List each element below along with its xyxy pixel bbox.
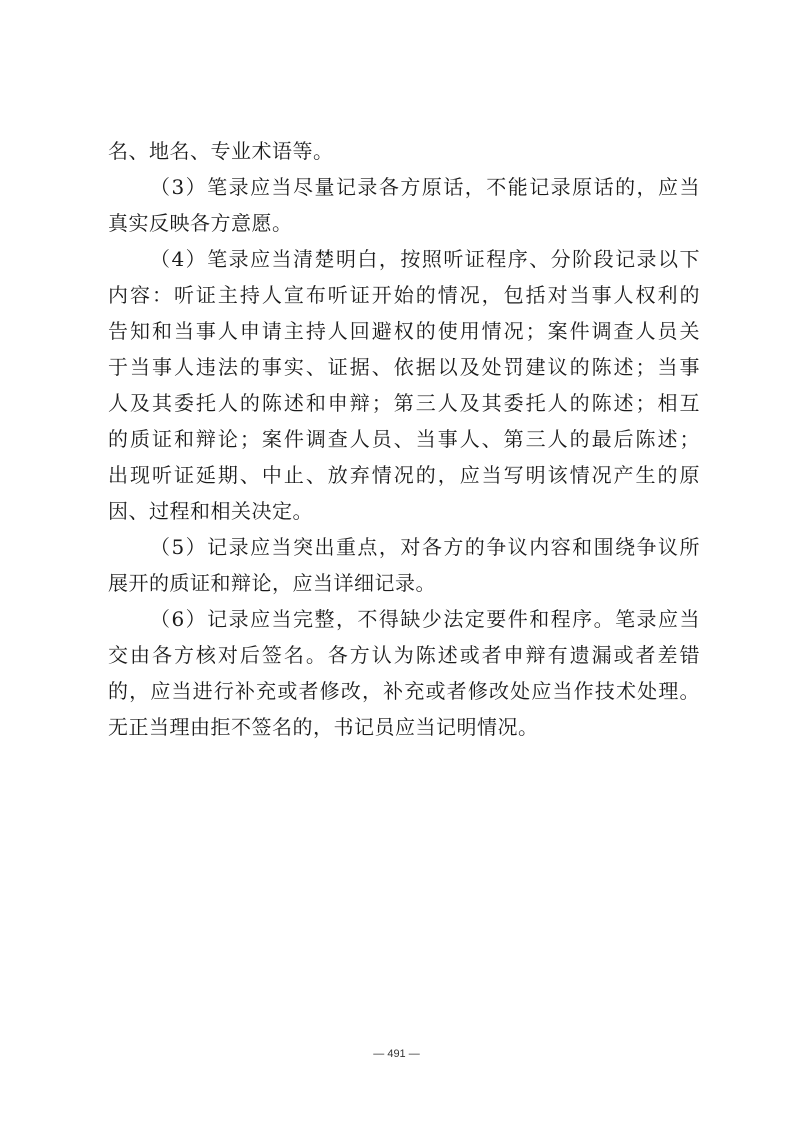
text-line: 无正当理由拒不签名的，书记员应当记明情况。	[108, 715, 539, 739]
text-line: 因、过程和相关决定。	[108, 499, 313, 523]
text-line: （6）记录应当完整，不得缺少法定要件和程序。笔录应当	[150, 607, 700, 631]
text-line: （5）记录应当突出重点，对各方的争议内容和围绕争议所	[150, 535, 700, 559]
text-line: 的质证和辩论；案件调查人员、当事人、第三人的最后陈述；	[108, 427, 700, 451]
text-line: 的，应当进行补充或者修改，补充或者修改处应当作技术处理。	[108, 679, 700, 703]
text-line: 人及其委托人的陈述和申辩；第三人及其委托人的陈述；相互	[108, 391, 700, 415]
page-number: — 491 —	[373, 1048, 420, 1060]
text-line: （3）笔录应当尽量记录各方原话，不能记录原话的，应当	[150, 175, 700, 199]
text-line: 出现听证延期、中止、放弃情况的，应当写明该情况产生的原	[108, 463, 700, 487]
text-line: （4）笔录应当清楚明白，按照听证程序、分阶段记录以下	[150, 247, 700, 271]
text-line: 真实反映各方意愿。	[108, 211, 293, 235]
text-line: 展开的质证和辩论，应当详细记录。	[108, 571, 436, 595]
text-line: 于当事人违法的事实、证据、依据以及处罚建议的陈述；当事	[108, 355, 700, 379]
body-text	[108, 133, 700, 745]
text-line: 告知和当事人申请主持人回避权的使用情况；案件调查人员关	[108, 319, 700, 343]
text-line: 内容：听证主持人宣布听证开始的情况，包括对当事人权利的	[108, 283, 700, 307]
text-line: 交由各方核对后签名。各方认为陈述或者申辩有遗漏或者差错	[108, 643, 700, 667]
text-line: 名、地名、专业术语等。	[108, 139, 334, 163]
